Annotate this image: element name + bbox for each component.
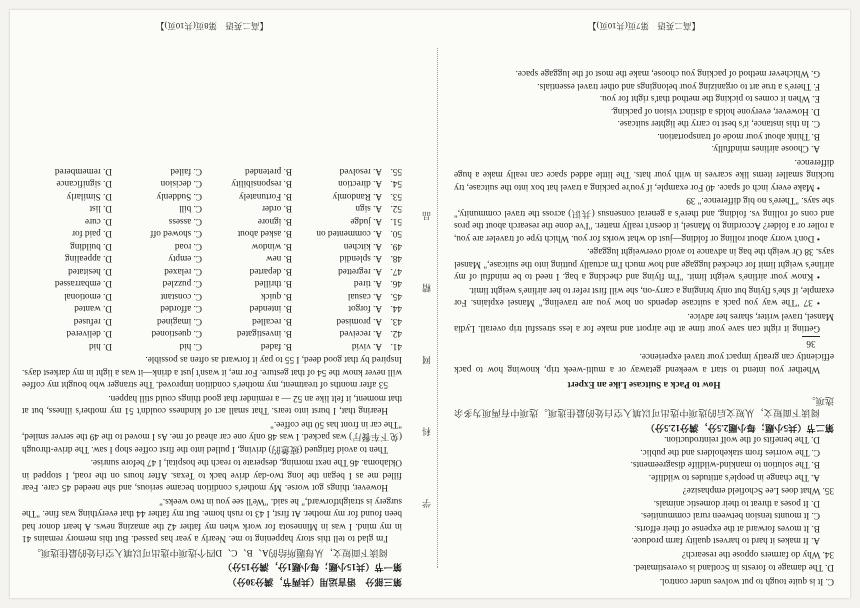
choice-option: D. refused bbox=[73, 317, 112, 327]
choice-row bbox=[22, 203, 402, 216]
choice-option: C. failed bbox=[170, 167, 202, 177]
q35-option-b: B. The solution to mankind-wildlife disagreements. bbox=[630, 460, 820, 471]
choice-row bbox=[22, 166, 402, 179]
option-f: F. There's a true art to organizing your belongings and other travel essentials. bbox=[537, 82, 820, 92]
choice-option: C. decision bbox=[160, 179, 202, 190]
choice-option: D. hid bbox=[89, 342, 112, 352]
passage-paragraph: • Know your airline's weight limit. "I'm flying and checking a bag. I need to be mindful of my airline's weight limit for checked luggage and how much I'm actually putting into the suitcase," Mansel says. 38 Or weigh the bag in advance to avoid overweight luggage. bbox=[454, 247, 834, 283]
choice-option: B. pretended bbox=[245, 167, 292, 177]
passage-title: How to Pack a Suitcase Like an Expert bbox=[567, 380, 721, 391]
choice-option: A. promised bbox=[336, 317, 382, 327]
choice-row bbox=[22, 266, 402, 279]
choice-option: B. order bbox=[261, 204, 292, 215]
choice-option: C. imagined bbox=[157, 317, 202, 327]
question-number: 55. bbox=[390, 167, 402, 177]
part-3-heading: 第三部分 语言运用（共两节，满分30分） bbox=[227, 577, 402, 587]
page-seven bbox=[454, 20, 834, 588]
q34-option-d: D. It poses a threat to their domestic animals. bbox=[653, 499, 820, 509]
question-number: 49. bbox=[390, 242, 402, 252]
choice-option: D. cure bbox=[84, 217, 112, 227]
section-2-title: 第二节（共5小题；每小题2.5分，满分12.5分） bbox=[645, 423, 834, 433]
choice-option: A. splendid bbox=[339, 254, 382, 265]
cloze-paragraph: I'm glad to tell this story happening to me. Nearly a year has passed. But this memory remains 41 in my mind. I was in Minnesota for work when my father 42 the amazing news. A heart donor had been found for my mother. At first, I 43 to rush home. But my father 44 that everything was fine. "The surgery is straightforward," he said. "We'll see you in two weeks." bbox=[22, 497, 402, 545]
choice-option: A. resolved bbox=[339, 167, 382, 177]
passage-paragraph: Getting it right can save your time at the airport and make for a less stressful trip overall. Lydia Mansel, travel writer, shares her advice. bbox=[454, 312, 834, 335]
question-number: 44. bbox=[390, 304, 402, 315]
choice-option: D. embarrassed bbox=[54, 279, 112, 290]
passage-paragraph: • 37 "The way you pack a suitcase depends on how you are traveling," Mansel explains. For example, if she's flying but only bringing a carry-on, she will first refer to her airline's weight limit. bbox=[454, 286, 834, 309]
choice-option: A. sign bbox=[355, 204, 382, 215]
choice-option: D. remembered bbox=[54, 167, 112, 177]
question-number: 52. bbox=[390, 204, 402, 215]
question-number: 50. bbox=[390, 229, 402, 240]
choice-option: C. empty bbox=[168, 254, 202, 265]
section-1-title: 第一节（共15小题；每小题1分，满分15分） bbox=[222, 562, 402, 573]
question-number: 53. bbox=[390, 192, 402, 202]
q35-option-a: A. The change in people's attitudes to wildlife. bbox=[648, 473, 820, 483]
question-number: 54. bbox=[390, 179, 402, 190]
dotted-fold-line bbox=[437, 48, 438, 568]
cloze-paragraph: 53 after months of treatment, my mother's condition improved. The stranger who bought my coffee will never know the 54 of that gesture. For me, it wasn't just a drink—it was a light in my darkest days. Inspired by that good deed, I 55 to pay it forward as often as possible. bbox=[22, 355, 402, 391]
page-footer: 【高二英语 第8页(共10页)】 bbox=[156, 21, 268, 32]
option-d: D. However, everyone holds a distinct vision of packing. bbox=[610, 107, 820, 117]
choice-option: A. judge bbox=[350, 217, 382, 227]
question-number: 45. bbox=[390, 292, 402, 302]
q31-option-c: C. It is quite tough to put wolves under control. bbox=[659, 577, 834, 587]
choice-option: C. showed off bbox=[150, 229, 202, 240]
choice-option: B. responsibility bbox=[231, 179, 292, 190]
option-b: B. Think about your mode of transportation. bbox=[657, 132, 820, 142]
option-g: G. Whichever method of packing you choose, make the most of the luggage space. bbox=[515, 69, 820, 80]
q34-option-b: B. It moves forward at the expense of their efforts. bbox=[634, 524, 820, 534]
choice-option: D. emotional bbox=[64, 292, 112, 302]
choice-option: B. thrilled bbox=[254, 279, 292, 290]
choice-option: C. constant bbox=[160, 292, 202, 302]
question-number: 51. bbox=[390, 217, 402, 227]
choice-row bbox=[22, 328, 402, 341]
question-34: 34. Why do farmers oppose the research? bbox=[681, 550, 834, 560]
choice-option: B. asked about bbox=[237, 229, 292, 240]
choice-option: A. kitchen bbox=[343, 242, 382, 252]
choice-option: B. window bbox=[251, 242, 292, 252]
question-number: 42. bbox=[390, 329, 402, 340]
choice-option: A. Randomly bbox=[332, 192, 382, 202]
choice-row bbox=[22, 216, 402, 229]
choice-option: B. recalled bbox=[252, 317, 292, 327]
question-number: 41. bbox=[390, 342, 402, 352]
choice-option: B. investigated bbox=[236, 329, 292, 340]
question-number: 48. bbox=[390, 254, 402, 265]
choice-option: B. ignore bbox=[257, 217, 292, 227]
page-eight bbox=[22, 20, 402, 588]
q31-option-d: D. The damage to forests in Scotland is overestimated. bbox=[633, 563, 834, 574]
q34-option-a: A. It makes it hard to harvest quality farm produce. bbox=[631, 536, 820, 547]
cloze-paragraph: However, things got worse. My mother's condition became serious, and she needed 45 care. Fear filled me as I began the long two-day drive back to Texas. After hours on the road, I stopped in Oklahoma. 46 The next morning, desperate to reach the hospital, I 47 before sunrise. bbox=[22, 458, 402, 494]
choice-option: C. assess bbox=[168, 217, 202, 227]
section-1-instructions: 阅读下面短文，从每题所给的A、B、C、D四个选项中选出可以填入空白处的最佳选项。 bbox=[31, 548, 388, 558]
option-e: E. When it comes to picking the method that's right for you. bbox=[599, 94, 820, 105]
cloze-choices bbox=[22, 166, 402, 354]
choice-option: C. relaxed bbox=[164, 267, 202, 277]
option-a: A. Choose airlines mindfully. bbox=[711, 144, 820, 155]
choice-row bbox=[22, 253, 402, 266]
choice-option: B. departed bbox=[249, 267, 292, 277]
page-footer: 【高二英语 第7页(共10页)】 bbox=[588, 21, 700, 32]
choice-option: C. afforded bbox=[160, 304, 202, 315]
choice-option: A. received bbox=[339, 329, 382, 340]
choice-row bbox=[22, 228, 402, 241]
question-number: 47. bbox=[390, 267, 402, 277]
passage-paragraph: Whether you intend to start a weekend getaway or a multi-week trip, knowing how to pack efficiently can greatly impact your travel experience. bbox=[454, 352, 834, 375]
question-number: 43. bbox=[390, 317, 402, 327]
question-35: 35. What does Lee Schofield emphasize? bbox=[682, 486, 834, 497]
passage-paragraph: • Don't worry about rolling or folding—just do what works for you. Which type of traveler are you, a roller or a folder? According to Mansel, it doesn't really matter. "I've done the research about the pros and cons of rolling vs. folding, and there's a general consensus (共识) across the travel community," she says. "There's no big difference." 39 bbox=[454, 196, 834, 244]
choice-option: D. paid for bbox=[71, 229, 112, 240]
choice-option: C. road bbox=[174, 242, 202, 252]
q35-option-d: D. The benefits of the wolf reintroduction. bbox=[664, 435, 820, 446]
choice-row bbox=[22, 241, 402, 254]
choice-option: A. regretted bbox=[338, 267, 382, 277]
gutter-watermark: 学 科 网 精 品 bbox=[423, 181, 433, 508]
cloze-paragraph: Then to avoid fatigued (疲惫的) driving, I pulled into the first coffee shop I saw. The drive-through (免下车餐厅) was packed. I was 48 only one car ahead of me. As I moved to the 49 the server smiled, "The car in front has 50 the coffee." bbox=[22, 420, 402, 455]
choice-option: B. faded bbox=[260, 342, 292, 352]
q34-option-c: C. It mounts tension between rural communities. bbox=[640, 511, 820, 522]
question-number: 46. bbox=[390, 279, 402, 290]
choice-option: A. casual bbox=[347, 292, 382, 302]
choice-row bbox=[22, 291, 402, 304]
section-2-instructions: 阅读下面短文，从短文后的选项中选出可以填入空白处的最佳选项。选项中有两项为多余选项。 bbox=[454, 396, 834, 419]
choice-option: D. delivered bbox=[66, 329, 112, 340]
choice-option: C. Suddenly bbox=[156, 192, 202, 202]
choice-option: C. questioned bbox=[151, 329, 202, 340]
option-c: C. In this instance, it's best to carry the lighter suitcase. bbox=[617, 119, 820, 130]
choice-option: C. bill bbox=[179, 204, 202, 215]
binding-gutter bbox=[410, 48, 450, 568]
choice-row bbox=[22, 191, 402, 204]
choice-option: A. direction bbox=[338, 179, 382, 190]
choice-row bbox=[22, 303, 402, 316]
choice-option: D. list bbox=[89, 204, 112, 215]
choice-option: C. puzzled bbox=[162, 279, 202, 290]
choice-option: C. hid bbox=[179, 342, 202, 352]
choice-option: A. commented on bbox=[316, 229, 382, 240]
choice-option: D. Similarly bbox=[66, 192, 112, 202]
passage-paragraph: • Make every inch of space. 40 For example, if you're packing a travel hat box into the suitcase, try tucking smaller items like scarves in with your hats. The little added space can really make a huge difference. bbox=[454, 158, 834, 193]
choice-option: A. tired bbox=[353, 279, 382, 290]
blank-36-number: 36 bbox=[802, 337, 820, 351]
choice-row bbox=[22, 341, 402, 354]
choice-option: D. appealing bbox=[65, 254, 112, 265]
choice-option: A. vivid bbox=[351, 342, 382, 352]
cloze-paragraph: Hearing that, I burst into tears. That small act of kindness couldn't 51 my mother's illness, but at that moment, it felt like an 52 — a reminder that good things could still happen. bbox=[22, 394, 402, 417]
choice-option: D. hesitated bbox=[68, 267, 112, 277]
choice-row bbox=[22, 316, 402, 329]
choice-option: B. new bbox=[265, 254, 292, 265]
exam-sheet bbox=[10, 10, 850, 598]
choice-option: D. significance bbox=[56, 179, 112, 190]
choice-row bbox=[22, 278, 402, 291]
choice-option: B. quick bbox=[260, 292, 292, 302]
choice-option: D. building bbox=[70, 242, 112, 252]
choice-option: B. intended bbox=[249, 304, 292, 315]
choice-row bbox=[22, 178, 402, 191]
q35-option-c: C. The worries from stakeholders and the public. bbox=[640, 448, 820, 458]
blank-36 bbox=[454, 337, 834, 351]
choice-option: D. wanted bbox=[74, 304, 112, 315]
choice-option: B. Fortunately bbox=[238, 192, 292, 202]
choice-option: A. forgot bbox=[348, 304, 382, 315]
